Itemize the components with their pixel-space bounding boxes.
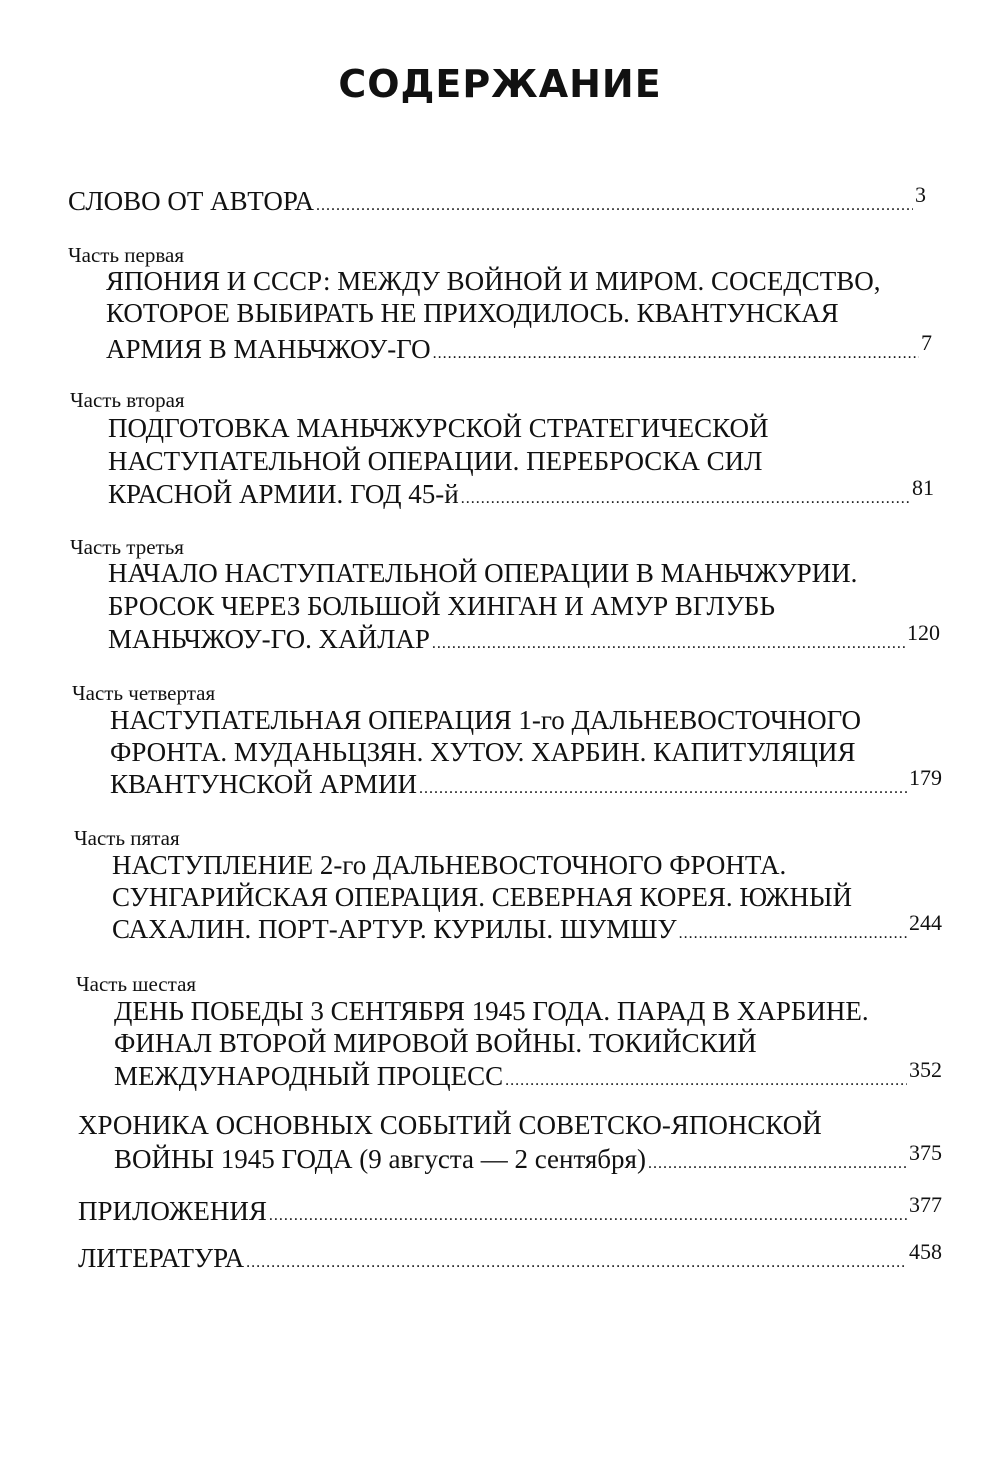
toc-entry-line: НАСТУПЛЕНИЕ 2-го ДАЛЬНЕВОСТОЧНОГО ФРОНТА.	[112, 850, 787, 880]
toc-entry-line: ФИНАЛ ВТОРОЙ МИРОВОЙ ВОЙНЫ. ТОКИЙСКИЙ	[114, 1028, 757, 1058]
leader-dots	[648, 1154, 907, 1174]
part-label: Часть первая	[68, 243, 184, 267]
toc-page-number: 375	[909, 1140, 942, 1165]
toc-entry-text: КРАСНОЙ АРМИИ. ГОД 45-й	[108, 479, 459, 509]
part-label: Часть третья	[70, 535, 184, 559]
leader-dots	[419, 779, 907, 799]
toc-entry-line: ДЕНЬ ПОБЕДЫ 3 СЕНТЯБРЯ 1945 ГОДА. ПАРАД В ХАРБИНЕ.	[114, 996, 869, 1026]
leader-dots	[316, 196, 913, 216]
toc-entry-text: ВОЙНЫ 1945 ГОДА (9 августа — 2 сентября)	[114, 1144, 646, 1174]
toc-entry-text: СЛОВО ОТ АВТОРА	[68, 186, 314, 216]
part-label: Часть шестая	[76, 972, 197, 996]
part-label: Часть четвертая	[72, 681, 216, 705]
toc-entry-line: НАСТУПАТЕЛЬНАЯ ОПЕРАЦИЯ 1-го ДАЛЬНЕВОСТОЧНОГО	[110, 705, 862, 735]
part-label: Часть пятая	[74, 826, 180, 850]
toc-entry-text: АРМИЯ В МАНЬЧЖОУ-ГО	[106, 334, 431, 364]
toc-entry-line: ПОДГОТОВКА МАНЬЧЖУРСКОЙ СТРАТЕГИЧЕСКОЙ	[108, 413, 769, 443]
leader-dots	[679, 924, 907, 944]
leader-dots	[246, 1253, 907, 1273]
toc-entry-intro[interactable]	[68, 182, 926, 216]
toc-entry-part-4[interactable]	[110, 765, 942, 799]
leader-dots	[505, 1071, 907, 1091]
toc-entry-chronicle[interactable]	[114, 1140, 942, 1174]
toc-entry-line: ХРОНИКА ОСНОВНЫХ СОБЫТИЙ СОВЕТСКО-ЯПОНСКОЙ	[78, 1110, 822, 1140]
toc-entry-text: ЛИТЕРАТУРА	[78, 1243, 245, 1273]
toc-page-number: 458	[909, 1239, 942, 1264]
toc-entry-line: СУНГАРИЙСКАЯ ОПЕРАЦИЯ. СЕВЕРНАЯ КОРЕЯ. ЮЖНЫЙ	[112, 882, 853, 912]
leader-dots	[461, 489, 910, 509]
toc-entry-part-6[interactable]	[114, 1057, 942, 1091]
toc-entry-text: ПРИЛОЖЕНИЯ	[78, 1196, 267, 1226]
page-title: СОДЕРЖАНИЕ	[338, 62, 662, 106]
toc-entry-text: МЕЖДУНАРОДНЫЙ ПРОЦЕСС	[114, 1061, 504, 1091]
toc-entry-text: САХАЛИН. ПОРТ-АРТУР. КУРИЛЫ. ШУМШУ	[112, 914, 677, 944]
toc-entry-text: КВАНТУНСКОЙ АРМИИ	[110, 769, 418, 799]
toc-page-number: 352	[909, 1057, 942, 1082]
toc-entry-line: НАСТУПАТЕЛЬНОЙ ОПЕРАЦИИ. ПЕРЕБРОСКА СИЛ	[108, 446, 763, 476]
toc-entry-appendix[interactable]	[78, 1192, 942, 1226]
toc-entry-line: ФРОНТА. МУДАНЬЦЗЯН. ХУТОУ. ХАРБИН. КАПИТУЛЯЦИЯ	[110, 737, 856, 767]
toc-page-number: 81	[912, 475, 934, 500]
toc-entry-text: МАНЬЧЖОУ-ГО. ХАЙЛАР	[108, 624, 430, 654]
toc-page-number: 244	[909, 910, 942, 935]
toc-page-number: 120	[907, 620, 940, 645]
toc-entry-line: НАЧАЛО НАСТУПАТЕЛЬНОЙ ОПЕРАЦИИ В МАНЬЧЖУРИИ.	[108, 558, 858, 588]
toc-page-number: 377	[909, 1192, 942, 1217]
toc-entry-literature[interactable]	[78, 1239, 942, 1273]
leader-dots	[432, 634, 905, 654]
toc-page-number: 179	[909, 765, 942, 790]
leader-dots	[433, 344, 919, 364]
toc-entry-line: БРОСОК ЧЕРЕЗ БОЛЬШОЙ ХИНГАН И АМУР ВГЛУБЬ	[108, 591, 775, 621]
part-label: Часть вторая	[70, 388, 185, 412]
toc-entry-part-5[interactable]	[112, 910, 942, 944]
toc-entry-line: ЯПОНИЯ И СССР: МЕЖДУ ВОЙНОЙ И МИРОМ. СОСЕДСТВО,	[106, 266, 881, 296]
toc-page-number: 3	[915, 182, 926, 207]
toc-entry-part-3[interactable]	[108, 620, 940, 654]
toc-entry-line: КОТОРОЕ ВЫБИРАТЬ НЕ ПРИХОДИЛОСЬ. КВАНТУНСКАЯ	[106, 298, 839, 328]
leader-dots	[269, 1206, 907, 1226]
toc-entry-part-1[interactable]	[106, 330, 932, 364]
toc-entry-part-2[interactable]	[108, 475, 934, 509]
toc-page-number: 7	[921, 330, 932, 355]
